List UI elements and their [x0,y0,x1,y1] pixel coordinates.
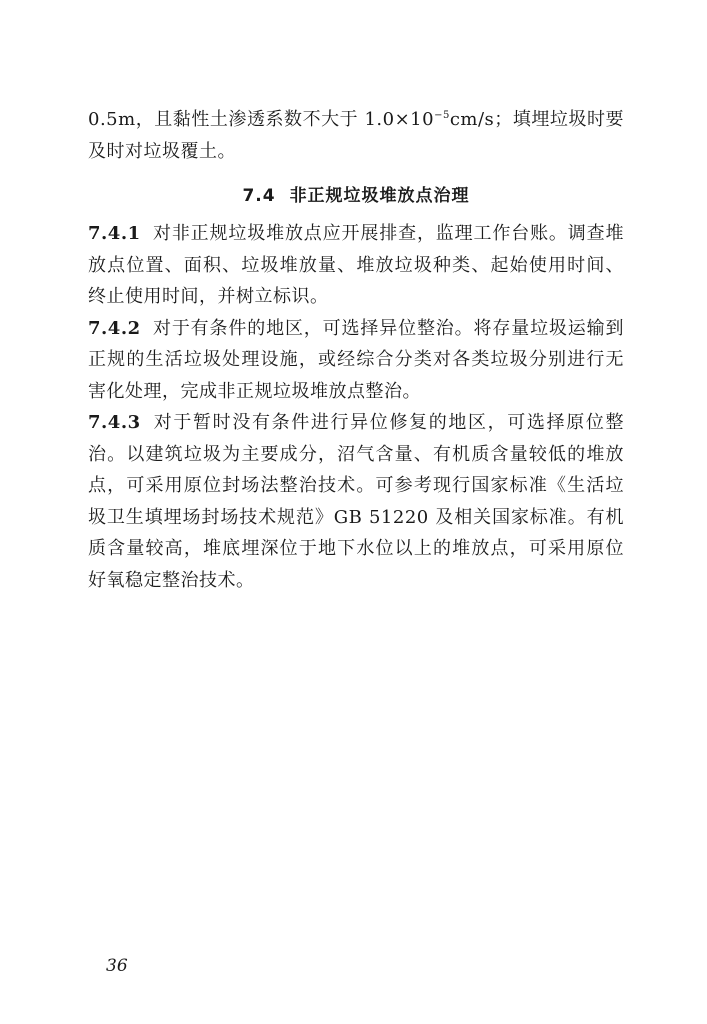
clause-text: 对非正规垃圾堆放点应开展排查，监理工作台账。调查堆放点位置、面积、垃圾堆放量、堆放垃圾种类、起始使用时间、终止使用时间，并树立标识。 [88,223,624,307]
page-number: 36 [106,956,128,976]
intro-text-post: cm/s；填埋垃圾时要及时对垃圾覆土。 [88,109,625,162]
section-title: 非正规垃圾堆放点治理 [289,186,470,206]
clause-7-4-1 [88,218,624,313]
intro-exponent: −5 [434,110,450,121]
clause-text: 对于有条件的地区，可选择异位整治。将存量垃圾运输到正规的生活垃圾处理设施，或经综合分类对各类垃圾分别进行无害化处理，完成非正规垃圾堆放点整治。 [88,317,624,402]
clause-7-4-2 [88,313,624,408]
section-heading [88,181,624,206]
clause-text: 对于暂时没有条件进行异位修复的地区，可选择原位整治。以建筑垃圾为主要成分，沼气含量、有机质含量较低的堆放点，可采用原位封场法整治技术。可参考现行国家标准《生活垃圾卫生填埋场封场技术规范》GB 51220 及相关国家标准。有机质含量较高，堆底埋深位于地下水位以上的堆放点，可采用原位好氧稳定整治技术。 [88,412,624,591]
clause-7-4-3 [88,407,624,596]
section-number: 7.4 [242,186,276,206]
intro-paragraph [88,104,624,167]
document-body [88,104,624,596]
clause-number: 7.4.3 [88,412,141,433]
clause-number: 7.4.1 [88,223,141,244]
intro-text-pre: 0.5m，且黏性土渗透系数不大于 1.0×10 [88,109,435,130]
clause-number: 7.4.2 [88,317,141,339]
